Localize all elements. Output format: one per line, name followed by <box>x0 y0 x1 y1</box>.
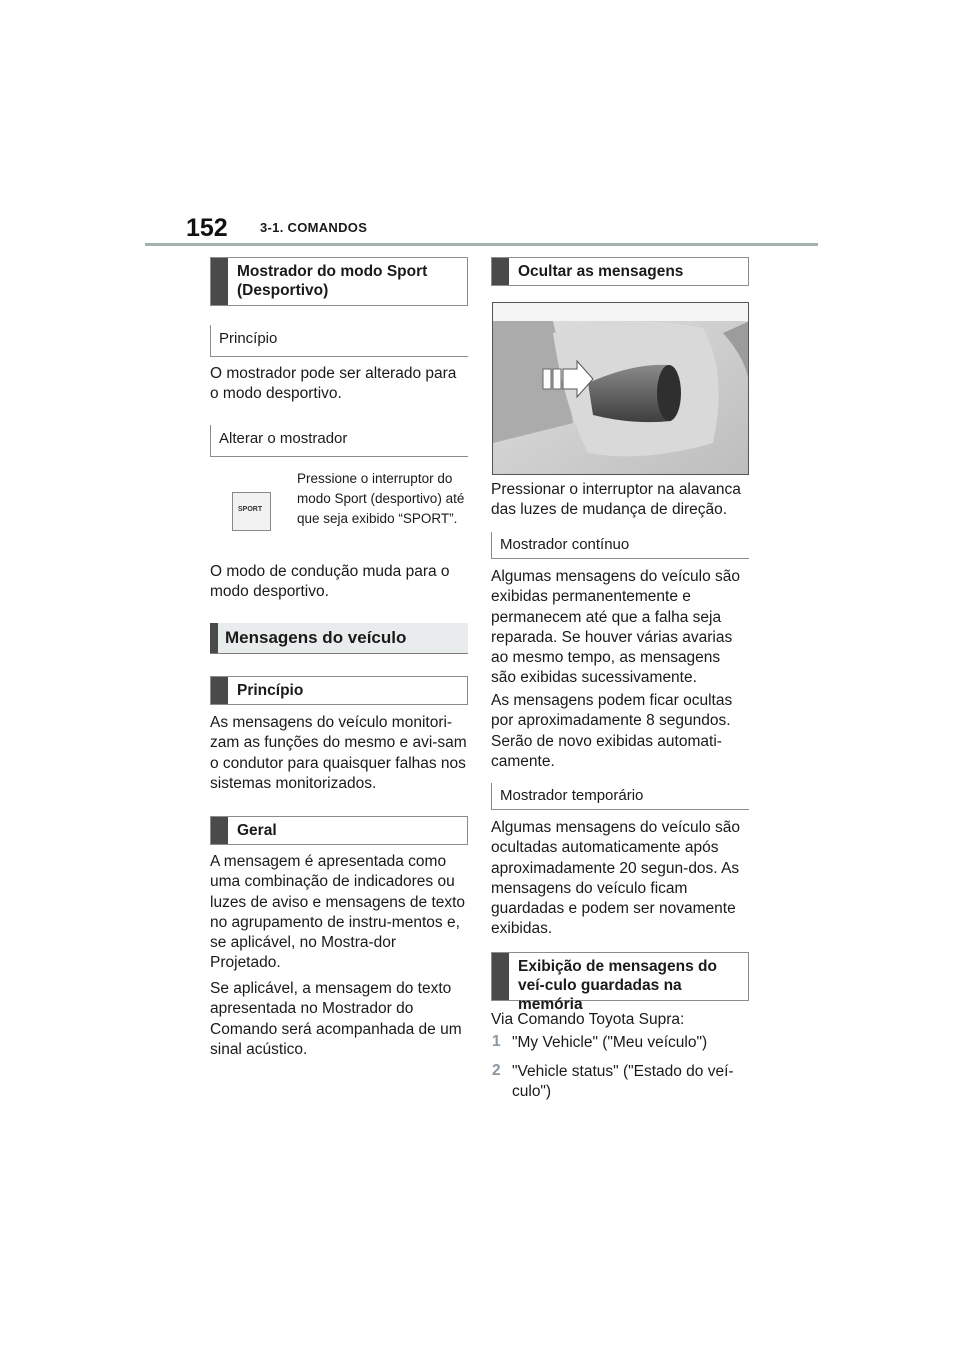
step-number: 1 <box>492 1033 501 1050</box>
paragraph: As mensagens podem ficar ocultas por aproximadamente 8 segundos. Serão de novo exibidas automati-camente. <box>491 692 733 770</box>
main-heading-text: Mensagens do veículo <box>225 628 407 647</box>
heading-box-general <box>210 816 468 845</box>
sport-icon-label: SPORT <box>238 506 263 513</box>
heading-bar <box>211 677 228 704</box>
heading-box-principle <box>210 676 468 705</box>
subheading-continuous-display <box>491 532 749 559</box>
heading-box-sport-display <box>210 257 468 306</box>
subheading-text: Mostrador contínuo <box>500 536 630 553</box>
heading-box-hide-messages <box>491 257 749 286</box>
heading-bar <box>210 623 218 653</box>
heading-text: Princípio <box>237 682 304 699</box>
turn-signal-lever-illustration <box>492 302 749 475</box>
paragraph: O mostrador pode ser alterado para o modo desportivo. <box>210 365 457 403</box>
page-number: 152 <box>186 214 228 242</box>
step-text: "My Vehicle" ("Meu veículo") <box>512 1034 708 1051</box>
subheading-text: Princípio <box>219 330 278 347</box>
header-rule <box>145 243 818 246</box>
heading-bar <box>211 817 228 844</box>
subheading-change-display <box>210 425 468 457</box>
subheading-text: Alterar o mostrador <box>219 430 348 447</box>
paragraph: Se aplicável, a mensagem do texto apresentada no Mostrador do Comando será acompanhada de um sinal acústico. <box>210 980 462 1058</box>
heading-bar <box>211 258 228 305</box>
paragraph: Algumas mensagens do veículo são exibidas permanentemente e permanecem até que a falha seja reparada. Se houver várias avarias ao mesmo tempo, as mensagens são exibidas sucessivamente. <box>491 568 741 687</box>
subheading-principle <box>210 325 468 357</box>
paragraph: As mensagens do veículo monitori-zam as funções do mesmo e avi-sam o condutor para quaisquer falhas nos sistemas monitorizados. <box>210 714 467 792</box>
heading-box-stored-messages <box>491 952 749 1013</box>
heading-text: Mostrador do modo Sport (Desportivo) <box>237 263 428 299</box>
paragraph: Algumas mensagens do veículo são ocultadas automaticamente após aproximadamente 20 segun-dos. As mensagens do veículo ficam guardadas e podem ser novamente exibidas. <box>491 819 741 938</box>
paragraph: Via Comando Toyota Supra: <box>491 1011 685 1028</box>
section-title: 3-1. COMANDOS <box>260 220 368 235</box>
lever-drawing <box>493 303 749 475</box>
subheading-temporary-display <box>491 783 749 810</box>
sport-instruction: Pressione o interruptor do modo Sport (desportivo) até que seja exibido “SPORT”. <box>297 471 465 526</box>
paragraph: A mensagem é apresentada como uma combinação de indicadores ou luzes de aviso e mensagens de texto no agrupamento de instru-mentos e, se aplicável, no Mostra-dor Projetado. <box>210 853 466 972</box>
heading-bar <box>492 258 509 285</box>
heading-bar <box>492 953 509 1000</box>
main-heading-vehicle-messages <box>210 623 468 654</box>
heading-text: Geral <box>237 822 277 839</box>
paragraph: O modo de condução muda para o modo desportivo. <box>210 563 450 601</box>
step-number: 2 <box>492 1062 501 1079</box>
paragraph: Pressionar o interruptor na alavanca das luzes de mudança de direção. <box>491 481 741 519</box>
step-text: "Vehicle status" ("Estado do veí-culo") <box>512 1063 734 1101</box>
subheading-text: Mostrador temporário <box>500 787 644 804</box>
heading-text: Ocultar as mensagens <box>518 263 684 280</box>
sport-button-icon <box>232 492 271 531</box>
heading-text: Exibição de mensagens do veí-culo guardadas na memória <box>518 958 717 1013</box>
